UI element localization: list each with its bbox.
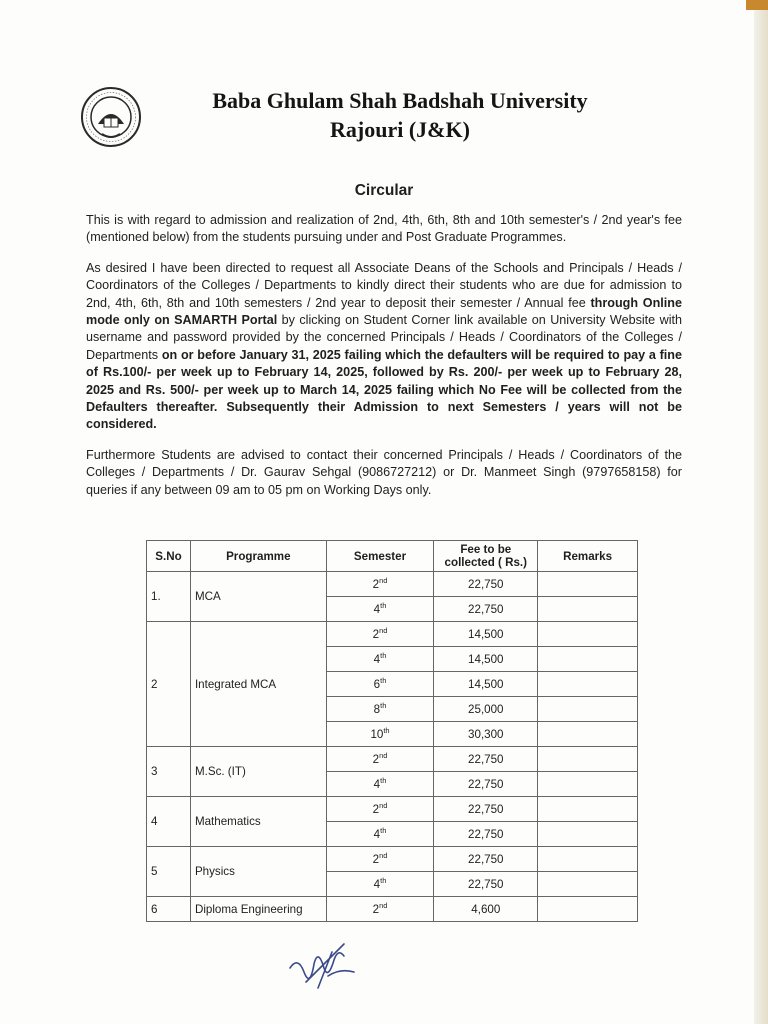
cell-remarks: [538, 772, 638, 797]
cell-fee: 22,750: [434, 872, 538, 897]
cell-fee: 22,750: [434, 747, 538, 772]
paper-corner-tab: [746, 0, 768, 10]
cell-remarks: [538, 647, 638, 672]
cell-semester: [326, 747, 434, 772]
cell-remarks: [538, 697, 638, 722]
table-row: [147, 572, 638, 597]
cell-remarks: [538, 847, 638, 872]
cell-fee: 14,500: [434, 647, 538, 672]
university-name-line2: Rajouri (J&K): [330, 117, 470, 142]
cell-remarks: [538, 747, 638, 772]
cell-fee: 14,500: [434, 672, 538, 697]
cell-fee: 30,300: [434, 722, 538, 747]
cell-sno: 4: [147, 797, 191, 847]
paragraph-intro: This is with regard to admission and realization of 2nd, 4th, 6th, 8th and 10th semester's / 2nd year's fee (mentioned below) from the students pursuing under and Post Graduate Programmes.: [86, 213, 682, 245]
cell-programme: Diploma Engineering: [190, 897, 326, 922]
semester-number: 2: [372, 902, 380, 916]
semester-number: 2: [372, 577, 380, 591]
cell-programme: MCA: [190, 572, 326, 622]
table-row: [147, 797, 638, 822]
cell-semester: [326, 697, 434, 722]
semester-number: 2: [372, 627, 380, 641]
circular-body: [86, 212, 682, 512]
header-semester: Semester: [326, 541, 434, 572]
semester-ordinal: th: [380, 675, 387, 685]
cell-semester: [326, 722, 434, 747]
paragraph-directive: [86, 260, 682, 434]
cell-fee: 22,750: [434, 772, 538, 797]
semester-number: 2: [372, 802, 380, 816]
semester-ordinal: th: [380, 775, 387, 785]
cell-remarks: [538, 722, 638, 747]
cell-remarks: [538, 797, 638, 822]
cell-remarks: [538, 572, 638, 597]
table-row: [147, 847, 638, 872]
semester-number: 4: [373, 602, 381, 616]
cell-semester: [326, 797, 434, 822]
semester-ordinal: th: [380, 600, 387, 610]
fee-table: [146, 540, 638, 922]
fee-table-body: [147, 572, 638, 922]
cell-remarks: [538, 897, 638, 922]
cell-programme: Mathematics: [190, 797, 326, 847]
cell-fee: 22,750: [434, 797, 538, 822]
university-seal-icon: [80, 86, 142, 148]
semester-ordinal: th: [383, 725, 390, 735]
semester-ordinal: th: [380, 650, 387, 660]
cell-semester: [326, 572, 434, 597]
semester-ordinal: nd: [379, 575, 388, 585]
cell-semester: [326, 597, 434, 622]
paragraph-contacts: Furthermore Students are advised to contact their concerned Principals / Heads / Coordinators of the Colleges / Departments / Dr. Gaurav Sehgal (9086727212) or Dr. Manmeet Singh (9797658158) for queries if any between 09 am to 05 pm on Working Days only.: [86, 447, 682, 497]
semester-number: 4: [373, 652, 381, 666]
cell-remarks: [538, 822, 638, 847]
cell-semester: [326, 672, 434, 697]
directive-bold-deadline: on or before January 31, 2025 failing which the defaulters will be required to pay a fine of Rs.100/- per week up to February 14, 2025, followed by Rs. 200/- per week up to February 28, 2025 and Rs. 500/- per week up to March 14, 2025 failing which No Fee will be collected from the Defaulters thereafter. Subsequently their Admission to next Semesters / years will not be considered.: [86, 347, 682, 432]
cell-semester: [326, 822, 434, 847]
semester-number: 4: [373, 877, 381, 891]
cell-fee: 22,750: [434, 822, 538, 847]
cell-semester: [326, 647, 434, 672]
cell-programme: Physics: [190, 847, 326, 897]
semester-ordinal: nd: [379, 900, 388, 910]
cell-remarks: [538, 597, 638, 622]
cell-remarks: [538, 672, 638, 697]
cell-fee: 4,600: [434, 897, 538, 922]
table-row: [147, 622, 638, 647]
cell-fee: 14,500: [434, 622, 538, 647]
semester-number: 8: [373, 702, 381, 716]
university-name-line1: Baba Ghulam Shah Badshah University: [212, 88, 588, 113]
directive-bold-online: through Online mode only on SAMARTH Portal: [86, 295, 682, 328]
cell-programme: Integrated MCA: [190, 622, 326, 747]
semester-number: 2: [372, 852, 380, 866]
cell-fee: 22,750: [434, 572, 538, 597]
semester-number: 10: [370, 727, 384, 741]
directive-text-2: by clicking on Student Corner link available on University Website with username and password provided by the concerned Principals / Heads / Coordinators of the Colleges / Departments: [86, 313, 683, 362]
signature-icon: [284, 938, 364, 994]
document-title: Circular: [354, 182, 414, 199]
fee-table-header-row: [147, 541, 638, 572]
cell-remarks: [538, 622, 638, 647]
directive-text-1: As desired I have been directed to request all Associate Deans of the Schools and Principals / Heads / Coordinators of the Colleges / Departments to kindly direct their students who are due for admission to 2nd, 4th, 6th, 8th and 10th semesters / 2nd year to deposit their semester / Annual fee: [86, 260, 682, 310]
cell-remarks: [538, 872, 638, 897]
cell-semester: [326, 847, 434, 872]
cell-semester: [326, 772, 434, 797]
cell-semester: [326, 872, 434, 897]
cell-sno: 5: [147, 847, 191, 897]
cell-fee: 22,750: [434, 847, 538, 872]
semester-number: 4: [373, 777, 381, 791]
semester-ordinal: nd: [379, 750, 388, 760]
semester-number: 2: [372, 752, 380, 766]
cell-semester: [326, 897, 434, 922]
semester-ordinal: nd: [379, 850, 388, 860]
cell-programme: M.Sc. (IT): [190, 747, 326, 797]
cell-fee: 25,000: [434, 697, 538, 722]
header-sno: S.No: [147, 541, 191, 572]
header-remarks: Remarks: [538, 541, 638, 572]
cell-semester: [326, 622, 434, 647]
university-name: [150, 86, 650, 144]
semester-ordinal: th: [380, 825, 387, 835]
cell-sno: 6: [147, 897, 191, 922]
semester-ordinal: th: [380, 700, 387, 710]
semester-ordinal: nd: [379, 800, 388, 810]
paper-edge-shadow: [754, 0, 768, 1024]
semester-number: 6: [373, 677, 381, 691]
semester-number: 4: [373, 827, 381, 841]
cell-sno: 2: [147, 622, 191, 747]
header-programme: Programme: [190, 541, 326, 572]
cell-sno: 3: [147, 747, 191, 797]
semester-ordinal: nd: [379, 625, 388, 635]
cell-sno: 1.: [147, 572, 191, 622]
table-row: [147, 897, 638, 922]
semester-ordinal: th: [380, 875, 387, 885]
table-row: [147, 747, 638, 772]
cell-fee: 22,750: [434, 597, 538, 622]
header-fee: Fee to be collected ( Rs.): [434, 541, 538, 572]
